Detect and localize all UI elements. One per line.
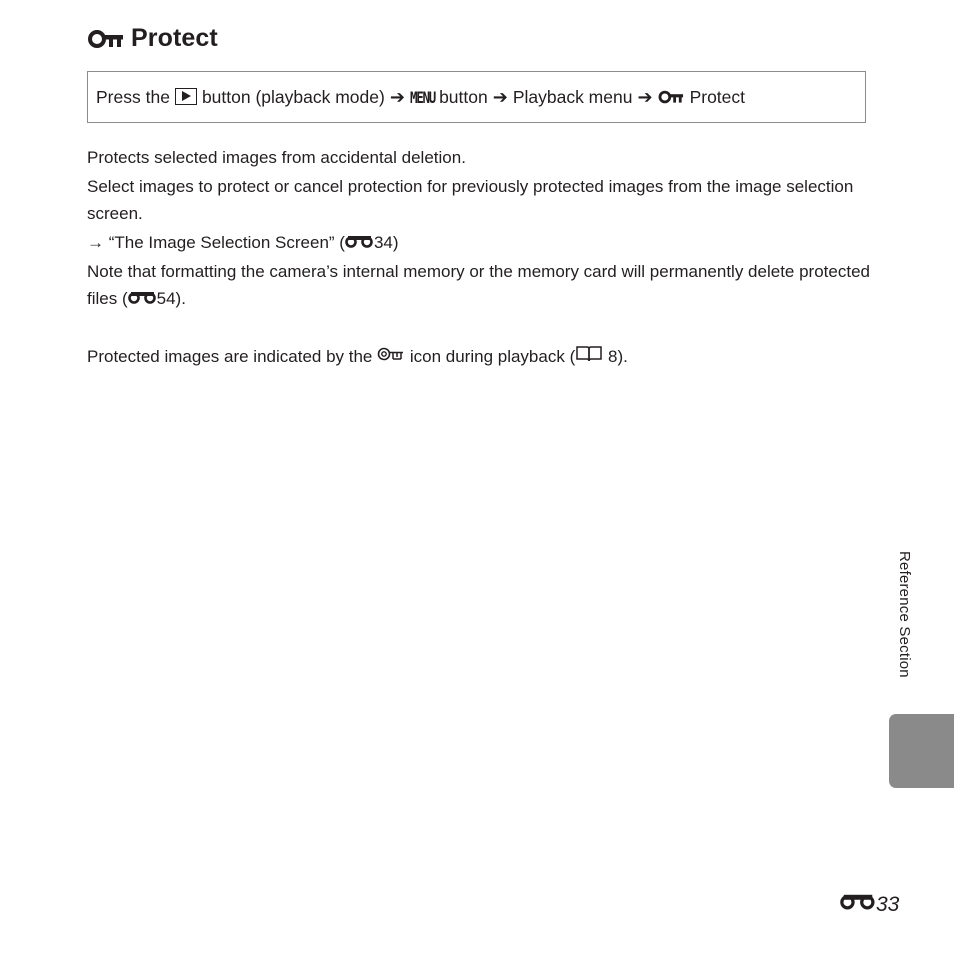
nav-button-playback-mode: button (playback mode) — [201, 86, 385, 107]
indicator-text-middle: icon during playback ( — [409, 347, 576, 366]
nav-button: button — [439, 86, 488, 107]
nav-playback-menu: Playback menu — [512, 86, 633, 107]
cross-reference-text: → “The Image Selection Screen” ( — [87, 233, 345, 252]
page-number-value: 33 — [876, 893, 900, 916]
arrow-right-icon: ➔ — [389, 86, 405, 107]
cross-reference-page[interactable]: 34 — [373, 233, 393, 252]
protect-key-icon — [658, 90, 685, 104]
paragraph-4-note — [87, 258, 877, 312]
cross-reference-close: ) — [392, 233, 399, 252]
nav-protect: Protect — [689, 86, 746, 107]
paragraph-2: Select images to protect or cancel protection for previously protected images from the image selection screen. — [87, 177, 854, 223]
reference-section-e-icon — [128, 285, 157, 312]
note-close: ). — [175, 289, 186, 308]
book-icon — [575, 343, 603, 370]
reference-section-e-icon — [840, 892, 876, 916]
indicator-close: ). — [617, 347, 628, 366]
paragraph-3-cross-reference — [87, 229, 877, 256]
note-page-reference[interactable]: 54 — [156, 289, 176, 308]
reference-section-e-icon — [345, 229, 374, 256]
menu-button-label: MENU — [409, 87, 435, 107]
protect-key-icon — [88, 29, 125, 49]
paragraph-5-indicator — [87, 343, 877, 370]
arrow-right-icon: ➔ — [492, 86, 508, 107]
indicator-text: Protected images are indicated by the — [87, 347, 373, 366]
protected-image-indicator-icon — [377, 343, 405, 370]
indicator-page-reference[interactable]: 8 — [607, 347, 618, 366]
nav-press-the: Press the — [96, 86, 170, 107]
arrow-right-icon: ➔ — [637, 86, 653, 107]
section-tab — [889, 714, 954, 788]
side-section-label: Reference Section — [896, 551, 913, 678]
page-title-text: Protect — [131, 24, 218, 52]
note-text: Note that formatting the camera’s internal memory or the memory card will permanently delete protected files ( — [87, 262, 870, 308]
playback-button-icon — [175, 88, 197, 105]
navigation-path-box — [87, 71, 866, 123]
page-title — [88, 24, 218, 53]
paragraph-1: Protects selected images from accidental deletion. — [87, 148, 466, 167]
page-number — [840, 893, 899, 917]
